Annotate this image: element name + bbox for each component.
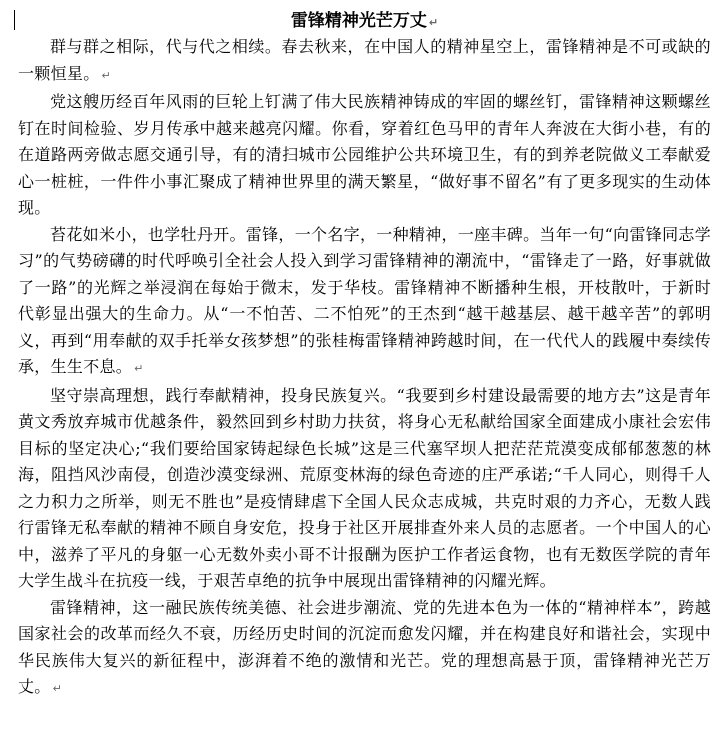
paragraph-text: 党这艘历经百年风雨的巨轮上钉满了伟大民族精神铸成的牢固的螺丝钉，雷锋精神这颗螺丝钉在时间检验、岁月传承中越来越亮闪耀。你看，穿着红色马甲的青年人奔波在大街小巷，有的在道路两旁做志愿交通引导，有的清扫城市公园维护公共环境卫生，有的到养老院做义工奉献爱心一桩桩，一件件小事汇聚成了精神世界里的满天繁星，“做好事不留名”有了更多现实的生动体现。 [18, 92, 711, 217]
paragraph-text: 群与群之相际，代与代之相续。春去秋来，在中国人的精神星空上，雷锋精神是不可或缺的一颗恒星。 [18, 37, 711, 83]
paragraph-text: 坚守崇高理想，践行奉献精神，投身民族复兴。“我要到乡村建设最需要的地方去”这是青年黄文秀放弃城市优越条件，毅然回到乡村助力扶贫，将身心无私献给国家全面建成小康社会宏伟目标的坚定决心;“我们要给国家铸起绿色长城”这是三代塞罕坝人把茫茫荒漠变成郁郁葱葱的林海，阻挡风沙南侵，创造沙漠变绿洲、荒原变林海的绿色奇迹的庄严承诺;“千人同心，则得千人之力积力之所举，则无不胜也”是疫情肆虐下全国人民众志成城，共克时艰的力齐心，无数人践行雷锋无私奉献的精神不顾自身安危，投身于社区开展排查外来人员的志愿者。一个中国人的心中，滋养了平凡的身躯一心无数外卖小哥不计报酬为医护工作者运食物，也有无数医学院的青年大学生战斗在抗疫一线，于艰苦卓绝的抗争中展现出雷锋精神的闪耀光辉。 [18, 385, 711, 590]
paragraph-mark-icon: ↵ [52, 682, 63, 695]
document-page[interactable] [18, 8, 711, 703]
paragraph-5 [18, 595, 711, 703]
paragraph-1 [18, 34, 711, 89]
title-text: 雷锋精神光芒万丈 [290, 11, 427, 31]
document-title [18, 8, 711, 34]
paragraph-mark-icon: ↵ [101, 68, 112, 82]
paragraph-mark-icon: ↵ [134, 362, 144, 375]
paragraph-2 [18, 89, 711, 222]
paragraph-text: 苔花如米小，也学牡丹开。雷锋，一个名字，一种精神，一座丰碑。当年一句“向雷锋同志学习”的气势磅礴的时代呼唤引全社会人投入到学习雷锋精神的潮流中，“雷锋走了一路，好事就做了一路”的光辉之举浸润在每始于微末，发于华枝。雷锋精神不断播种生根，开枝散叶，于新时代彰显出强大的生命力。从“一不怕苦、二不怕死”的王杰到“越干越基层、越干越辛苦”的郭明义，再到“用奉献的双手托举女孩梦想”的张桂梅雷锋精神跨越时间，在一代代人的践履中奏续传承，生生不息。 [18, 224, 711, 376]
paragraph-4 [18, 383, 711, 595]
text-cursor [14, 10, 15, 30]
paragraph-mark-icon: ↵ [428, 16, 439, 29]
paragraph-text: 雷锋精神，这一融民族传统美德、社会进步潮流、党的先进本色为一体的“精神样本”，跨越国家社会的改革而经久不衰，历经历史时间的沉淀而愈发闪耀，并在构建良好和谐社会，实现中华民族伟大复兴的新征程中，澎湃着不绝的激情和光芒。党的理想高悬于顶，雷锋精神光芒万丈。 [18, 597, 711, 696]
paragraph-3 [18, 222, 711, 383]
